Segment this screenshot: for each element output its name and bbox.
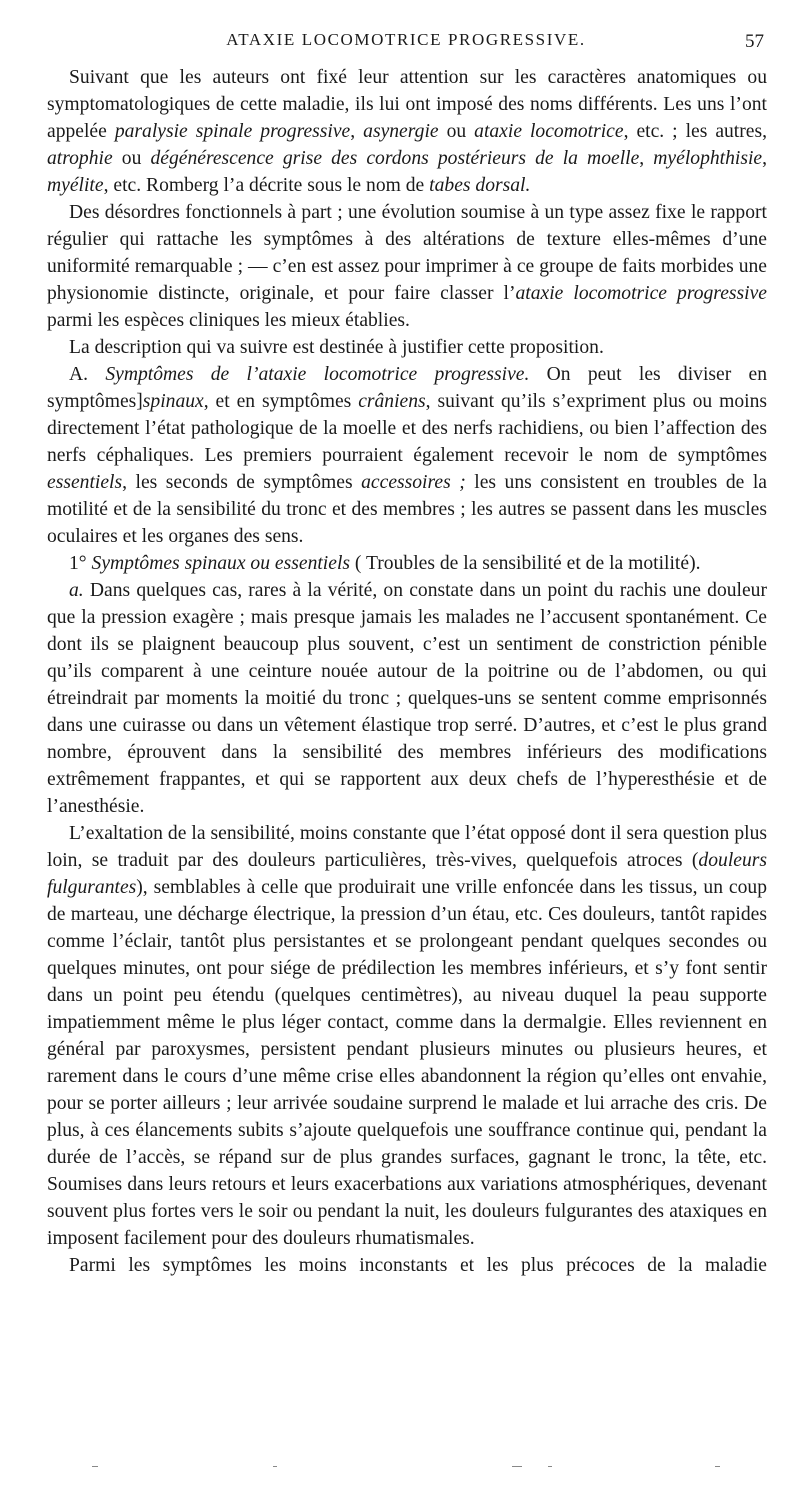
text-run: , etc. ; les autres, xyxy=(623,121,767,142)
italic-text: paralysie spinale progressive xyxy=(114,121,351,142)
italic-text: Symptômes de l’ataxie locomotrice progressive. xyxy=(105,364,530,385)
italic-text: ataxie locomotrice xyxy=(474,121,624,142)
text-run: ), semblables à celle que produirait une vrille enfoncée dans les tissus, un coup de marteau, une décharge électrique, la pression d’un étau, etc. Ces douleurs, tantôt rapides comme l’éclair, tantôt plus persistantes et se prolongeant pendant quelques secondes ou quelques minutes, ont pour siége de prédilection les membres inférieurs, et s’y font sentir dans un point peu étendu (quelques centimètres), au niveau duquel la peau supporte impatiemment même le plus léger contact, comme dans la dermalgie. Elles reviennent en général par paroxysmes, persistent pendant plusieurs minutes ou plusieurs heures, et rarement dans le cours d’une même crise elles abandonnent la région qu’elles ont envahie, pour se porter ailleurs ; leur arrivée soudaine surprend le malade et lui arrache des cris. De plus, à ces élancements subits s’ajoute quelquefois une souffrance continue qui, pendant la durée de l’accès, se répand sur de plus grandes surfaces, gagnant le tronc, la tête, etc. Soumises dans leurs retours et leurs exacerbations aux variations atmosphériques, devenant souvent plus fortes vers le soir ou pendant la nuit, les douleurs fulgurantes des ataxiques en imposent facilement pour des douleurs rhumatismales. xyxy=(47,877,767,1249)
text-run: La description qui va suivre est destinée à justifier cette proposition. xyxy=(69,337,604,358)
text-run: On peut les diviser en symptômes] xyxy=(47,364,768,412)
paragraph xyxy=(47,199,767,334)
paragraph xyxy=(47,820,767,1252)
text-run: parmi les espèces cliniques les mieux établies. xyxy=(47,310,410,331)
running-title: ATAXIE LOCOMOTRICE PROGRESSIVE. xyxy=(226,30,586,49)
text-run: , les seconds de symptômes xyxy=(122,472,362,493)
text-run: ( Troubles de la sensibilité et de la motilité). xyxy=(350,553,701,574)
italic-text: spinaux xyxy=(142,391,204,412)
italic-text: tabes dorsal. xyxy=(429,175,531,196)
text-run: A. xyxy=(69,364,106,385)
text-run: , xyxy=(350,121,364,142)
text-run: 1° xyxy=(69,553,92,574)
italic-text: dégénérescence grise des cordons postérieurs de la moelle xyxy=(150,148,640,169)
text-run: Suivant que les auteurs ont fixé leur attention sur les caractères anatomiques ou symptomatologiques de cette maladie, ils lui ont imposé des noms différents. Les uns l’ont appelée xyxy=(47,67,767,142)
body-text xyxy=(47,64,767,1279)
footer-marks xyxy=(0,1466,800,1470)
italic-text: Symptômes spinaux ou essentiels xyxy=(91,553,351,574)
italic-text: myélite xyxy=(47,175,104,196)
text-run: ou xyxy=(112,148,151,169)
text-run: ou xyxy=(438,121,475,142)
text-run: L’exaltation de la sensibilité, moins constante que l’état opposé dont il sera question plus loin, se traduit par des douleurs particulières, très-vives, quelquefois atroces ( xyxy=(47,823,767,871)
text-run: , et en symptômes xyxy=(203,391,359,412)
text-run: Parmi les symptômes les moins inconstants et les plus précoces de la maladie xyxy=(69,1255,767,1276)
text-run: , xyxy=(639,148,654,169)
italic-text: asynergie xyxy=(363,121,439,142)
paragraph xyxy=(47,64,767,199)
italic-text: accessoires ; xyxy=(361,472,466,493)
paragraph xyxy=(47,361,767,550)
page-number: 57 xyxy=(745,31,764,52)
italic-text: crâniens xyxy=(358,391,426,412)
italic-text: essentiels xyxy=(47,472,123,493)
page-header xyxy=(48,30,764,54)
text-run: Des désordres fonctionnels à part ; une évolution soumise à un type assez fixe le rapport régulier qui rattache les symptômes à des altérations de texture elles-mêmes d’une uniformité remarquable ; — c’en est assez pour imprimer à ce groupe de faits morbides une physionomie distincte, originale, et pour faire classer l’ xyxy=(47,202,767,304)
italic-text: douleurs fulgurantes xyxy=(47,850,767,898)
italic-text: a. xyxy=(69,580,84,601)
text-run: , xyxy=(762,148,768,169)
text-run: Dans quelques cas, rares à la vérité, on constate dans un point du rachis une douleur que la pression exagère ; mais presque jamais les malades ne l’accusent spontanément. Ce dont ils se plaignent beaucoup plus souvent, c’est un sentiment de constriction pénible qu’ils comparent à une ceinture nouée autour de la poitrine ou de l’abdomen, ou qui étreindrait par moments la moitié du tronc ; quelques-uns se sentent comme emprisonnés dans une cuirasse ou dans un vêtement élastique trop serré. D’autres, et c’est le plus grand nombre, éprouvent dans la sensibilité des membres inférieurs des modifications extrêmement frappantes, et qui se rapportent aux deux chefs de l’hyperesthésie et de l’anesthésie. xyxy=(47,580,767,817)
paragraph xyxy=(47,1252,767,1279)
paragraph xyxy=(47,577,767,820)
italic-text: atrophie xyxy=(47,148,113,169)
paragraph xyxy=(47,334,767,361)
text-run: les uns consistent en troubles de la motilité et de la sensibilité du tronc et des membres ; les autres se passent dans les muscles oculaires et les organes des sens. xyxy=(47,472,767,547)
italic-text: ataxie locomotrice progressive xyxy=(515,283,767,304)
paragraph xyxy=(47,550,767,577)
text-run: , etc. Romberg l’a décrite sous le nom de xyxy=(103,175,430,196)
italic-text: myélophthisie xyxy=(653,148,763,169)
text-run: , suivant qu’ils s’expriment plus ou moins directement l’état pathologique de la moelle et des nerfs rachidiens, ou bien l’affection des nerfs céphaliques. Les premiers pourraient également recevoir le nom de symptômes xyxy=(47,391,767,466)
